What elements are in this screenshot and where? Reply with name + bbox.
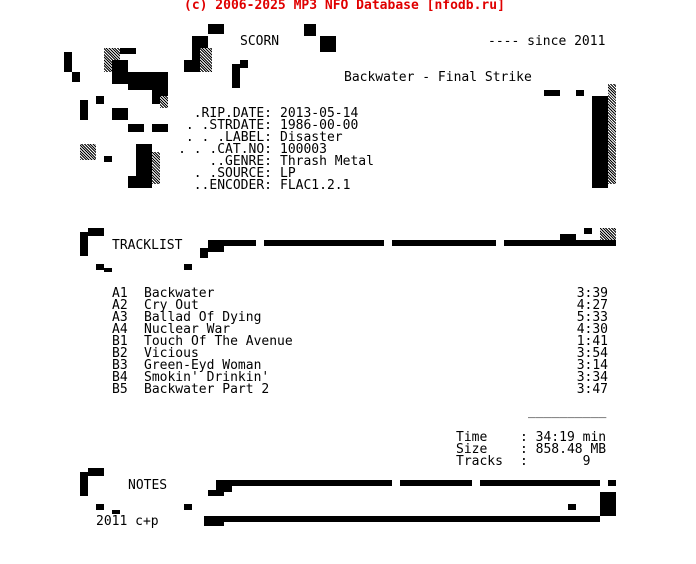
track-position: A3 xyxy=(112,310,128,325)
track-position: B5 xyxy=(112,382,128,397)
group-name: SCORN xyxy=(240,34,280,49)
totals-value: : 9 xyxy=(520,454,591,469)
site-header: (c) 2006-2025 MP3 NFO Database [nfodb.ru] xyxy=(184,0,505,13)
track-time: 3:39 xyxy=(576,286,608,301)
totals-label: Tracks xyxy=(456,454,503,469)
track-time: 1:41 xyxy=(576,334,608,349)
totals-separator: __________ xyxy=(528,404,607,419)
track-position: A2 xyxy=(112,298,128,313)
info-value: LP xyxy=(280,166,296,181)
track-title: Vicious xyxy=(144,346,199,361)
track-title: Backwater Part 2 xyxy=(144,382,270,397)
info-value: Thrash Metal xyxy=(280,154,374,169)
info-label: . . .LABEL: xyxy=(185,130,272,145)
info-label: ..ENCODER: xyxy=(193,178,272,193)
tracklist-heading: TRACKLIST xyxy=(112,238,183,253)
totals-value: : 858.48 MB xyxy=(520,442,607,457)
info-value: FLAC1.2.1 xyxy=(280,178,351,193)
track-title: Touch Of The Avenue xyxy=(144,334,293,349)
totals-label: Size xyxy=(456,442,488,457)
track-time: 3:34 xyxy=(576,370,608,385)
since-text: ---- since 2011 xyxy=(488,34,606,49)
info-value: Disaster xyxy=(280,130,343,145)
track-time: 4:27 xyxy=(576,298,608,313)
list-item xyxy=(112,384,608,396)
track-position: A1 xyxy=(112,286,128,301)
release-title: Backwater - Final Strike xyxy=(344,70,532,85)
info-label: . .SOURCE: xyxy=(193,166,272,181)
track-title: Green-Eyd Woman xyxy=(144,358,262,373)
info-label: . . .CAT.NO: xyxy=(178,142,272,157)
notes-text: 2011 c+p xyxy=(96,514,159,529)
track-title: Nuclear War xyxy=(144,322,231,337)
track-position: B2 xyxy=(112,346,128,361)
track-title: Ballad Of Dying xyxy=(144,310,262,325)
info-value: 100003 xyxy=(280,142,327,157)
info-value: 1986-00-00 xyxy=(280,118,359,133)
track-time: 5:33 xyxy=(576,310,608,325)
info-label: ..GENRE: xyxy=(209,154,272,169)
track-time: 3:54 xyxy=(576,346,608,361)
track-position: B4 xyxy=(112,370,128,385)
track-position: A4 xyxy=(112,322,128,337)
info-label: . .STRDATE: xyxy=(185,118,272,133)
track-time: 4:30 xyxy=(576,322,608,337)
info-label: .RIP.DATE: xyxy=(193,106,272,121)
track-title: Backwater xyxy=(144,286,215,301)
notes-heading: NOTES xyxy=(128,478,168,493)
track-time: 3:47 xyxy=(576,382,608,397)
track-position: B1 xyxy=(112,334,128,349)
track-title: Smokin' Drinkin' xyxy=(144,370,270,385)
totals-label: Time xyxy=(456,430,488,445)
track-time: 3:14 xyxy=(576,358,608,373)
info-value: 2013-05-14 xyxy=(280,106,359,121)
track-position: B3 xyxy=(112,358,128,373)
track-title: Cry Out xyxy=(144,298,199,313)
totals-value: : 34:19 min xyxy=(520,430,607,445)
